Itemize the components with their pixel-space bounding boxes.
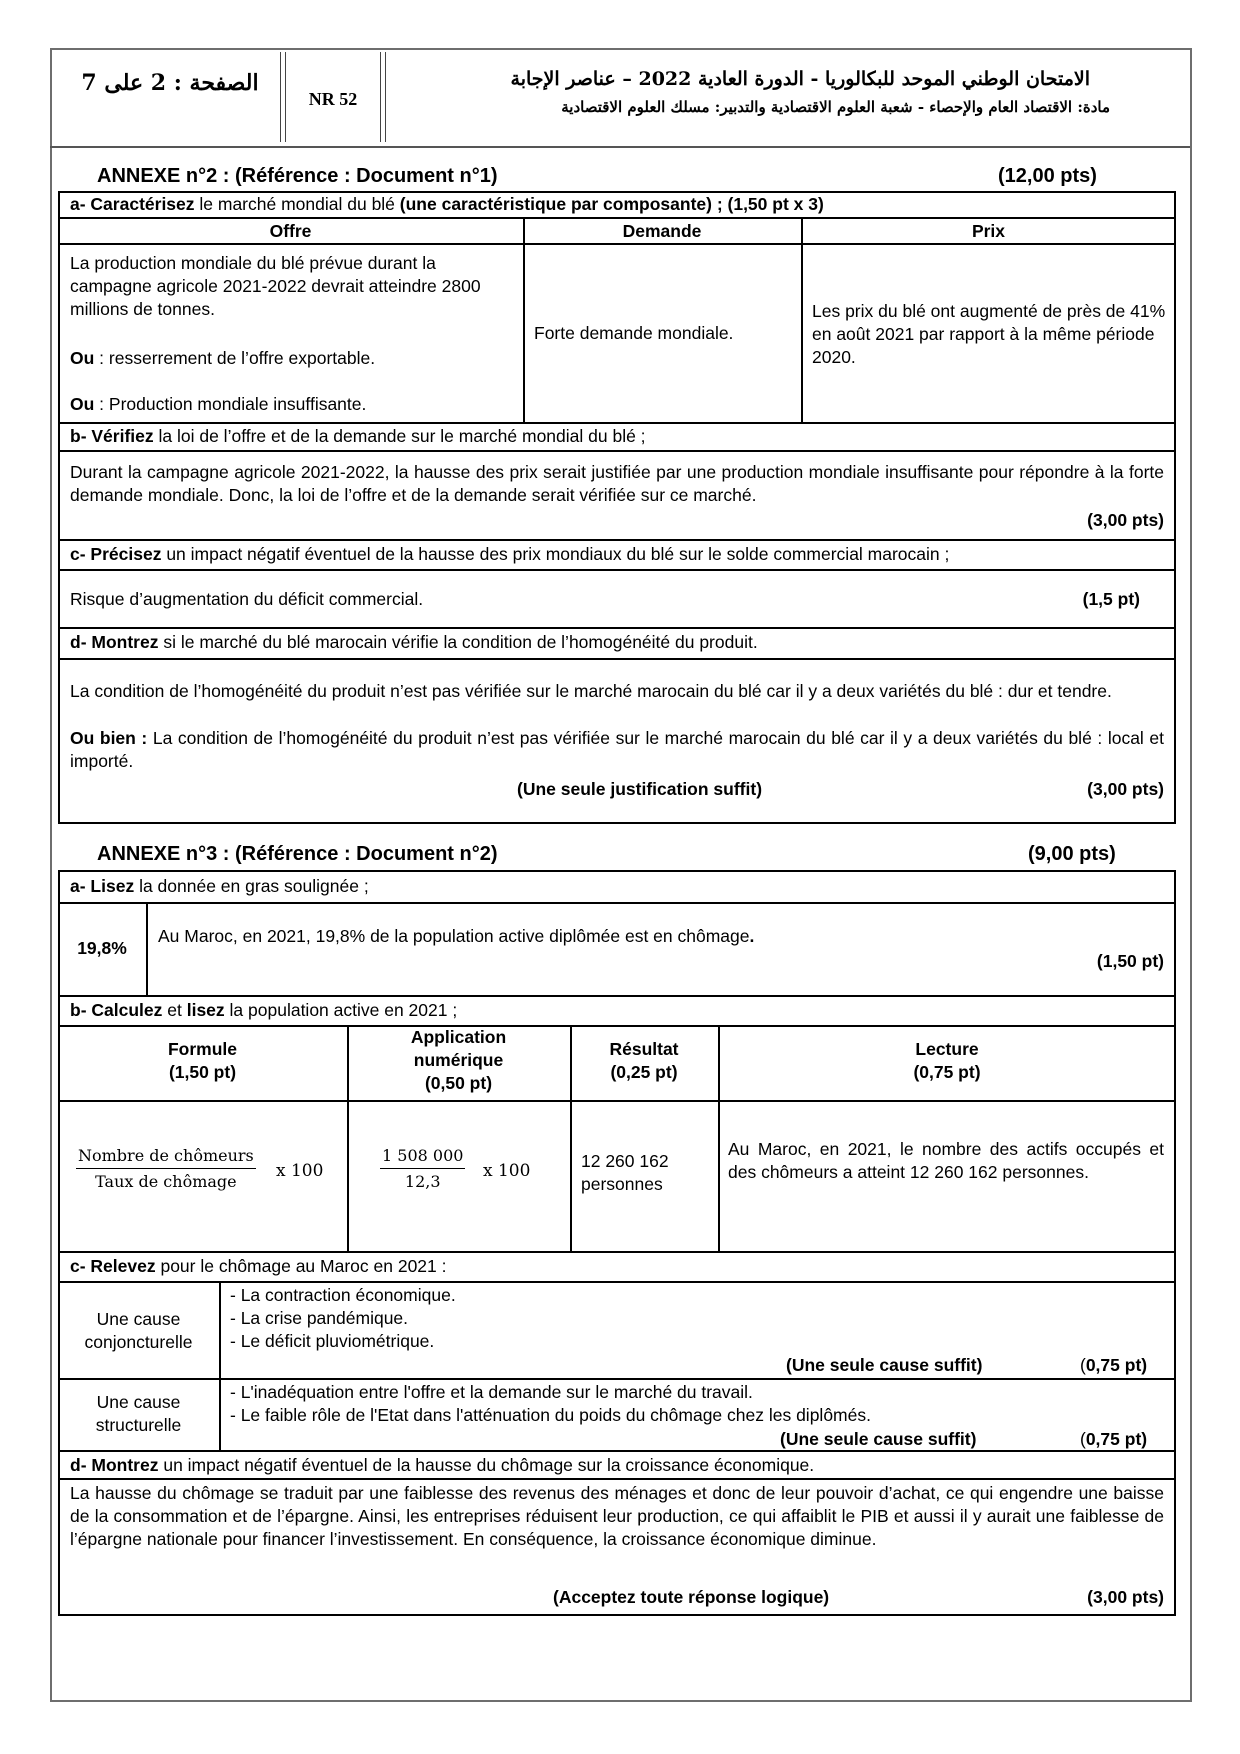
- exam-code: NR 52: [308, 89, 358, 109]
- annex2-answer-d1: La condition de l’homogénéité du produit n’est pas vérifiée sur le marché marocain du blé car il y a deux variétés du blé : dur et tendre.: [70, 681, 1112, 701]
- annex3-answer-d: La hausse du chômage se traduit par une faiblesse des revenus des ménages et donc de leur pouvoir d’achat, ce qui engendre une baisse de la consommation et de l’épargne. Ainsi, les entreprises réduisent leur production, ce qui affaiblit le PIB et aussi il y aurait une faiblesse de l’épargne nationale pour financer l’investissement. En conséquence, la croissance économique diminue.: [70, 1483, 1164, 1549]
- annex2-points-d: (3,00 pts): [1087, 779, 1164, 799]
- header-divider: [50, 146, 1190, 148]
- annex3-points-a: (1,50 pt): [1096, 951, 1164, 971]
- annex2-points-c: (1,5 pt): [1082, 589, 1140, 609]
- offre-alternative-2: Ou : Production mondiale insuffisante.: [70, 394, 367, 414]
- annex3-points-d: (3,00 pts): [1087, 1587, 1164, 1607]
- list-item: - L'inadéquation entre l'offre et la demande sur le marché du travail.: [230, 1382, 753, 1402]
- col-demande-header: Demande: [622, 221, 702, 241]
- page-number: الصفحة : 2 على 7: [81, 70, 259, 96]
- col-application-header: Application numérique (0,50 pt): [410, 1027, 507, 1093]
- annex2-question-c: c- Précisez un impact négatif éventuel de la hausse des prix mondiaux du blé sur le solde commercial marocain ;: [70, 544, 950, 564]
- lecture-answer: Au Maroc, en 2021, le nombre des actifs occupés et des chômeurs a atteint 12 260 162 personnes.: [728, 1139, 1164, 1182]
- cause-conjoncturelle-label: Une cause conjoncturelle: [84, 1309, 193, 1352]
- application-multiplier: x 100: [483, 1161, 531, 1181]
- list-item: - La crise pandémique.: [230, 1308, 409, 1328]
- list-item: - La contraction économique.: [230, 1285, 456, 1305]
- list-item: - Le déficit pluviométrique.: [230, 1331, 435, 1351]
- annex3-note-d: (Acceptez toute réponse logique): [553, 1587, 830, 1607]
- annex2-note-d: (Une seule justification suffit): [517, 779, 763, 799]
- col-prix-header: Prix: [971, 221, 1006, 241]
- prix-answer: Les prix du blé ont augmenté de près de 41% en août 2021 par rapport à la même période 2020.: [812, 301, 1166, 367]
- col-formule-header: Formule (1,50 pt): [167, 1039, 238, 1082]
- cause-structurelle-list: [230, 1381, 1170, 1427]
- annex2-answer-c: Risque d’augmentation du déficit commercial.: [70, 589, 424, 609]
- list-item: - Le faible rôle de l'Etat dans l'atténuation du poids du chômage chez les diplômés.: [230, 1405, 871, 1425]
- annex3-title: ANNEXE n°3 : (Référence : Document n°2): [97, 843, 498, 865]
- demande-answer: Forte demande mondiale.: [534, 323, 734, 343]
- annex2-question-b: b- Vérifiez la loi de l’offre et de la demande sur le marché mondial du blé ;: [70, 426, 646, 446]
- offre-answer: La production mondiale du blé prévue durant la campagne agricole 2021-2022 devrait atteindre 2800 millions de tonnes.: [70, 253, 481, 319]
- annex2-title: ANNEXE n°2 : (Référence : Document n°1): [97, 165, 498, 187]
- formula-fraction: Nombre de chômeurs Taux de chômage: [78, 1146, 254, 1191]
- result-value: 12 260 162 personnes: [581, 1151, 669, 1194]
- annex3-question-b: b- Calculez et lisez la population active en 2021 ;: [70, 1000, 458, 1020]
- annex2-question-d: d- Montrez si le marché du blé marocain vérifie la condition de l’homogénéité du produit.: [70, 632, 758, 652]
- annex3-answer-a: Au Maroc, en 2021, 19,8% de la population active diplômée est en chômage.: [158, 926, 755, 946]
- annex3-question-a: a- Lisez la donnée en gras soulignée ;: [70, 876, 369, 896]
- exam-title: الامتحان الوطني الموحد للبكالوريا - الدورة العادية 2022 – عناصر الإجابة: [510, 68, 1090, 90]
- col-lecture-header: Lecture (0,75 pt): [913, 1039, 981, 1082]
- cause-structurelle-label: Une cause structurelle: [95, 1392, 182, 1435]
- header-separator: [380, 52, 386, 142]
- annex2-question-a: a- Caractérisez le marché mondial du blé (une caractéristique par composante) ; (1,50 pt x 3): [70, 194, 824, 214]
- annex3-value-a: 19,8%: [77, 938, 127, 958]
- annex2-points: (12,00 pts): [998, 165, 1097, 187]
- exam-subject: مادة: الاقتصاد العام والإحصاء - شعبة العلوم الاقتصادية والتدبير: مسلك العلوم الاقتصادية: [561, 98, 1110, 116]
- annex2-points-b: (3,00 pts): [1087, 510, 1164, 530]
- conj-points: (0,75 pt): [1080, 1355, 1148, 1375]
- annex2-answer-d2: Ou bien : La condition de l’homogénéité du produit n’est pas vérifiée sur le marché marocain du blé car il y a deux variétés du blé : local et importé.: [70, 728, 1164, 771]
- struct-points: (0,75 pt): [1080, 1429, 1148, 1449]
- application-fraction: $\frac{1 508 000}{12,3}$: [382, 1146, 464, 1191]
- offre-alternative-1: Ou : resserrement de l’offre exportable.: [70, 348, 376, 368]
- cause-conjoncturelle-list: [230, 1284, 1130, 1353]
- annex3-question-c: c- Relevez pour le chômage au Maroc en 2021 :: [70, 1256, 447, 1276]
- annex3-points: (9,00 pts): [1028, 843, 1116, 865]
- col-resultat-header: Résultat (0,25 pt): [609, 1039, 679, 1082]
- annex2-answer-b: Durant la campagne agricole 2021-2022, la hausse des prix serait justifiée par une production mondiale insuffisante pour répondre à la forte demande mondiale. Donc, la loi de l’offre et de la demande serait vérifiée sur ce marché.: [70, 462, 1164, 505]
- annex3-question-d: d- Montrez un impact négatif éventuel de la hausse du chômage sur la croissance économique.: [70, 1455, 815, 1475]
- conj-note: (Une seule cause suffit): [786, 1355, 983, 1375]
- struct-note: (Une seule cause suffit): [780, 1429, 977, 1449]
- formula-multiplier: x 100: [276, 1161, 324, 1181]
- col-offre-header: Offre: [269, 221, 312, 241]
